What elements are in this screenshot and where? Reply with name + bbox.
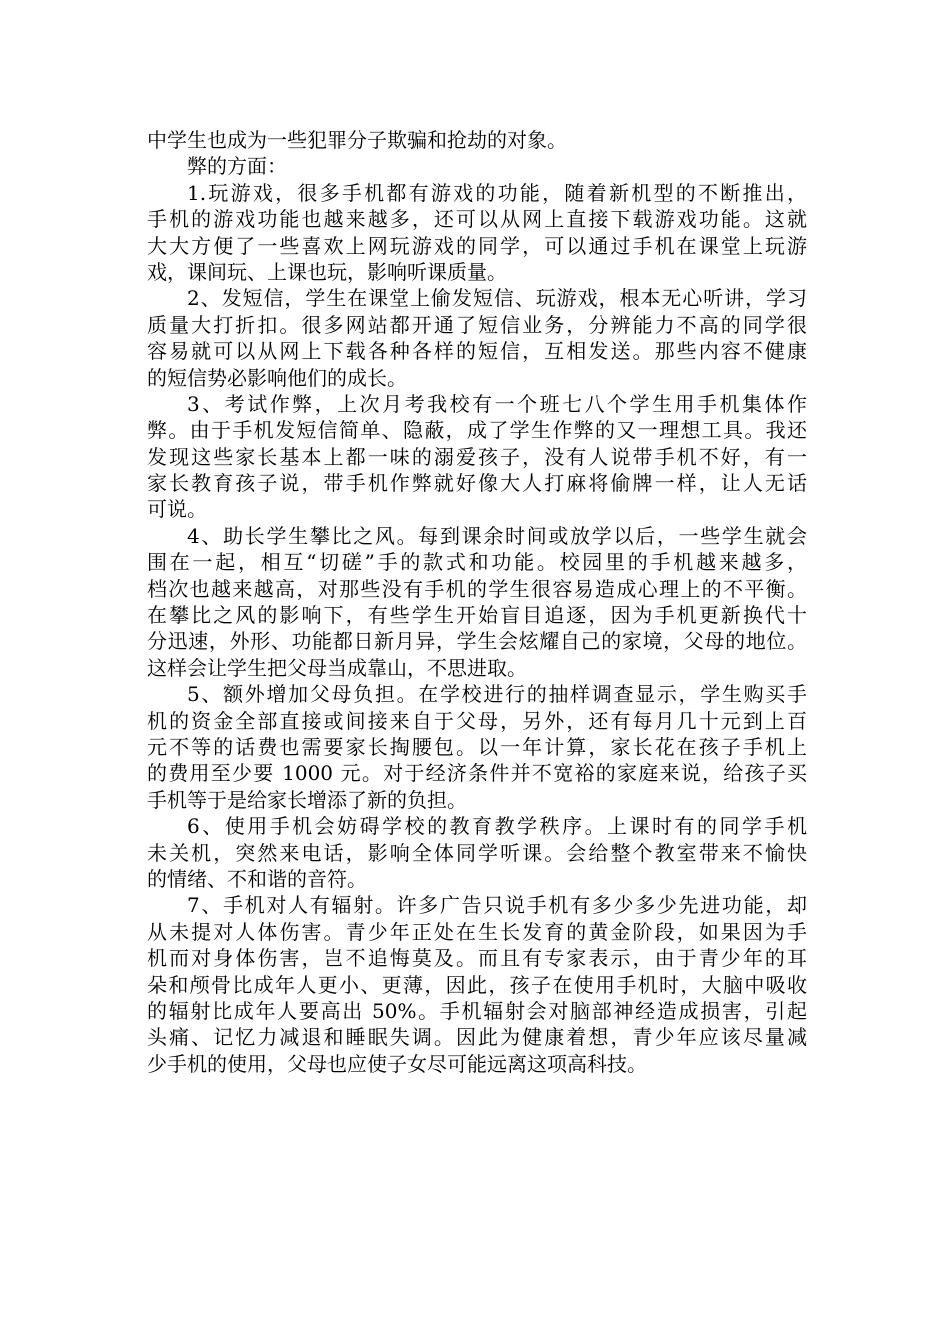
text-line: 元不等的话费也需要家长掏腰包。以一年计算，家长花在孩子手机上	[147, 734, 807, 759]
text-line: 大大方便了一些喜欢上网玩游戏的同学，可以通过手机在课堂上玩游	[147, 233, 807, 258]
text-line: 中学生也成为一些犯罪分子欺骗和抢劫的对象。	[147, 128, 567, 152]
text-line: 未关机，突然来电话，影响全体同学听课。会给整个教室带来不愉快	[147, 840, 807, 865]
text-line: 档次也越来越高，对那些没有手机的学生很容易造成心理上的不平衡。	[147, 576, 807, 601]
text-line: 发现这些家长基本上都一味的溺爱孩子，没有人说带手机不好，有一	[147, 444, 807, 469]
text-line: 的短信势必影响他们的成长。	[147, 365, 407, 390]
text-line: 机而对身体伤害，岂不追悔莫及。而且有专家表示，由于青少年的耳	[147, 946, 807, 971]
text-line: 这样会让学生把父母当成靠山，不思进取。	[147, 655, 527, 680]
text-line: 少手机的使用，父母也应使子女尽可能远离这项高科技。	[147, 1051, 647, 1076]
document-body	[147, 127, 807, 1077]
text-line: 围在一起，相互“切磋”手的款式和功能。校园里的手机越来越多，	[147, 550, 807, 575]
text-line: 1.玩游戏，很多手机都有游戏的功能，随着新机型的不断推出，	[187, 180, 807, 205]
text-line: 弊。由于手机发短信简单、隐蔽，成了学生作弊的又一理想工具。我还	[147, 418, 807, 443]
text-line: 4、助长学生攀比之风。每到课余时间或放学以后，一些学生就会	[187, 523, 807, 548]
text-line: 质量大打折扣。很多网站都开通了短信业务，分辨能力不高的同学很	[147, 312, 807, 337]
text-line: 手机的游戏功能也越来越多，还可以从网上直接下载游戏功能。这就	[147, 207, 807, 232]
text-line: 2、发短信，学生在课堂上偷发短信、玩游戏，根本无心听讲，学习	[187, 286, 807, 311]
text-line: 3、考试作弊，上次月考我校有一个班七八个学生用手机集体作	[187, 391, 807, 416]
text-line: 5、额外增加父母负担。在学校进行的抽样调查显示，学生购买手	[187, 682, 807, 707]
text-line: 在攀比之风的影响下，有些学生开始盲目追逐，因为手机更新换代十	[147, 603, 807, 628]
text-line: 的辐射比成年人要高出 50%。手机辐射会对脑部神经造成损害，引起	[147, 998, 807, 1023]
text-line: 从未提对人体伤害。青少年正处在生长发育的黄金阶段，如果因为手	[147, 919, 807, 944]
text-line: 容易就可以从网上下载各种各样的短信，互相发送。那些内容不健康	[147, 339, 807, 364]
text-line: 的费用至少要 1000 元。对于经济条件并不宽裕的家庭来说，给孩子买	[147, 761, 807, 786]
text-line: 机的资金全部直接或间接来自于父母，另外，还有每月几十元到上百	[147, 708, 807, 733]
text-line: 弊的方面：	[187, 154, 287, 179]
text-line: 手机等于是给家长增添了新的负担。	[147, 787, 467, 812]
text-line: 朵和颅骨比成年人更小、更薄，因此，孩子在使用手机时，大脑中吸收	[147, 972, 807, 997]
text-line: 分迅速，外形、功能都日新月异，学生会炫耀自己的家境，父母的地位。	[147, 629, 807, 654]
text-line: 6、使用手机会妨碍学校的教育教学秩序。上课时有的同学手机	[187, 814, 807, 839]
text-line: 7、手机对人有辐射。许多广告只说手机有多少多少先进功能，却	[187, 893, 807, 918]
text-line: 戏，课间玩、上课也玩，影响听课质量。	[147, 259, 507, 284]
text-line: 头痛、记忆力减退和睡眠失调。因此为健康着想，青少年应该尽量减	[147, 1025, 807, 1050]
text-line: 可说。	[147, 497, 207, 522]
text-line: 的情绪、不和谐的音符。	[147, 866, 367, 891]
text-line: 家长教育孩子说，带手机作弊就好像大人打麻将偷牌一样，让人无话	[147, 471, 807, 496]
